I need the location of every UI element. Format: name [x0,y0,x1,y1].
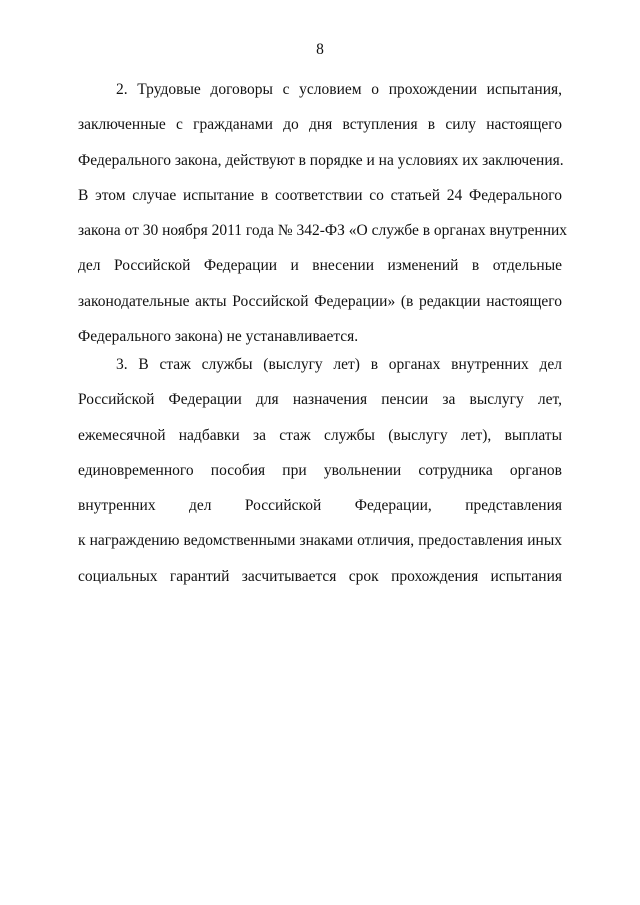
paragraph-line: законодательные акты Российской Федерации» (в редакции настоящего [78,292,562,310]
paragraph-line: ежемесячной надбавки за стаж службы (выслугу лет), выплаты [78,426,562,444]
paragraph-line: В этом случае испытание в соответствии со статьей 24 Федерального [78,186,562,204]
paragraph-line: Федерального закона, действуют в порядке и на условиях их заключения. [78,151,564,169]
paragraph-line: Федерального закона) не устанавливается. [78,328,359,346]
paragraph-line: к награждению ведомственными знаками отличия, предоставления иных [78,532,562,550]
paragraph-line: заключенные с гражданами до дня вступления в силу настоящего [78,116,562,134]
paragraph-line: единовременного пособия при увольнении сотрудника органов [78,461,562,479]
paragraph-line: закона от 30 ноября 2011 года № 342-ФЗ «О службе в органах внутренних [78,222,568,240]
paragraph-line: внутренних дел Российской Федерации, представления [78,497,562,515]
paragraph-line: социальных гарантий засчитывается срок прохождения испытания [78,567,562,585]
paragraph-line: 3. В стаж службы (выслугу лет) в органах внутренних дел [116,356,562,373]
page-number: 8 [316,41,324,58]
paragraph-3 [78,355,562,602]
paragraph-2 [78,80,568,362]
paragraph-line: дел Российской Федерации и внесении изменений в отдельные [78,257,562,275]
paragraph-line: Российской Федерации для назначения пенсии за выслугу лет, [78,391,562,409]
paragraph-line: 2. Трудовые договоры с условием о прохождении испытания, [116,81,562,98]
